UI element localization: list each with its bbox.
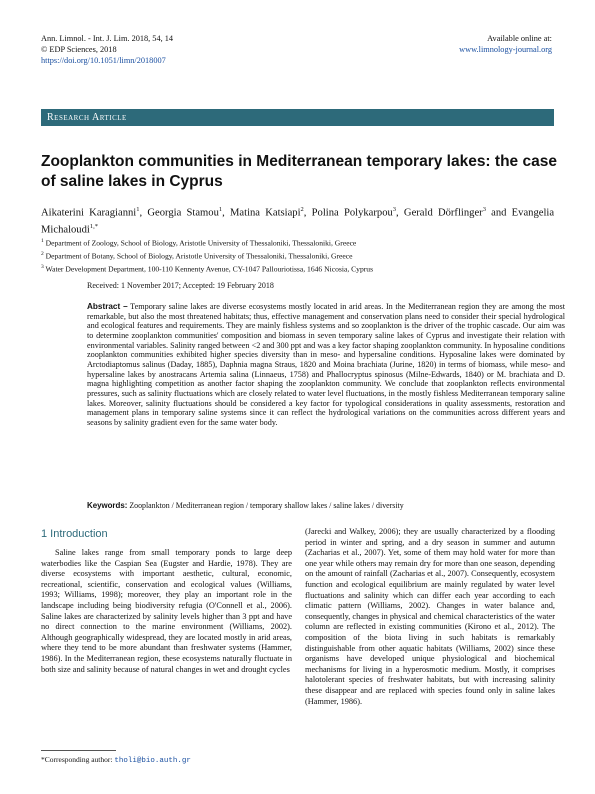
author-name: Georgia Stamou [147, 207, 219, 219]
corresponding-author-footnote [41, 755, 191, 765]
footnote-divider [41, 750, 116, 751]
section-heading: 1 Introduction [41, 528, 108, 540]
author-affiliation-mark: 1 [218, 206, 223, 213]
abstract [87, 302, 565, 428]
author-affiliation-mark: 1 [136, 206, 140, 213]
author-name: Polina Polykarpou [311, 207, 393, 219]
author-affiliation-mark: 1,* [89, 223, 98, 231]
affiliations [41, 236, 554, 274]
affiliation-item: $^3$ Water Development Department, 100-110 Kennenty Avenue, CY-1047 Pallouriotissa, 1646 Nicosia, Cyprus [41, 263, 374, 274]
author-name: Matina Katsiapi [230, 207, 301, 219]
intro-column-right [305, 527, 555, 707]
affiliation-number: 3 [41, 263, 44, 270]
journal-citation: Ann. Limnol. - Int. J. Lim. 2018, 54, 14 [41, 34, 174, 43]
affiliation-item: $^1$ Department of Zoology, School of Biology, Aristotle University of Thessaloniki, Thessaloniki, Greece [41, 238, 357, 248]
journal-header [41, 33, 173, 66]
article-dates: Received: 1 November 2017; Accepted: 19 February 2018 [87, 281, 274, 290]
article-type-banner [41, 109, 554, 126]
intro-paragraph: Saline lakes range from small temporary ponds to large deep waterbodies like the Caspian Sea (Eugster and Hardie, 1978). They are diverse ecosystems with important aesthetic, cultural, economic, recreational, scientific, conservation and ecological values (Williams, 1993; Williams, 1998); moreover, they play an important role in the landscape including being biodiversity refugia (O'Connell et al., 2006). Saline lakes are characterized by salinity levels higher than 3 ppt and have no direct connection to the marine environment (Williams, 2002). Although geographically widespread, they are located mostly in arid areas, where they tend to be more abundant than freshwater systems (Hammer, 1986). In the Mediterranean region, these ecosystems naturally fluctuate in both size and salinity because of natural changes in wet and drought cycles [41, 548, 292, 674]
keywords-label: Keywords: [87, 501, 128, 510]
author-affiliation-mark: 3 [392, 206, 397, 213]
intro-column-left [41, 548, 292, 675]
available-label: Available online at: [487, 34, 552, 43]
journal-site-link[interactable]: www.limnology-journal.org [459, 45, 552, 54]
keywords [87, 501, 565, 510]
author-name: Aikaterini Karagianni [41, 207, 137, 219]
author-affiliation-mark: 3 [482, 206, 486, 213]
copyright: © EDP Sciences, 2018 [41, 45, 117, 54]
author-affiliation-mark: 2 [300, 206, 304, 213]
author-name: Gerald Dörflinger [403, 207, 483, 219]
availability-header [459, 33, 552, 55]
article-type-label: Research Article [47, 112, 127, 123]
affiliation-number: 2 [41, 250, 44, 257]
abstract-label: Abstract – [87, 302, 128, 311]
article-title: Zooplankton communities in Mediterranean temporary lakes: the case of saline lakes in Cyprus [41, 153, 557, 190]
author-list: Aikaterini Karagianni$^1$, Georgia Stamou$^1$, Matina Katsiapi$^2$, Polina Polykarpou$^3$, Gerald Dörflinger$^3$ and Evangelia Michaloudi$^{1,*}$ [41, 206, 555, 236]
author-name: Evangelia Michaloudi [41, 207, 555, 236]
intro-paragraph-continued: (Jarecki and Walkey, 2006); they are usually characterized by a flooding period in winter and spring, and a dry season in summer and autumn (Zacharias et al., 2007). Yet, some of them may hold water for more than one year while others may remain dry for more than one season, depending on the amount of rainfall (Zacharias et al., 2007). Consequently, ecosystem function and ecological equilibrium are mainly regulated by water level fluctuations and salinity which can differ each year according to each climatic pattern (Williams, 2002). Changes in water balance and, consequently, changes in physical and chemical characteristics of the water column are reflected in existing communities (Kirono et al., 2012). The composition of the biota living in such habitats is remarkably distinguishable from other aquatic habitats (Williams, 2002) since these organisms have developed unique physiological and biochemical mechanisms for living in a hyperosmotic medium. Mostly, it comprises halotolerant species of freshwater habitats, but with increasing salinity these disappear and are replaced with species found only in saline lakes (Hammer, 1986). [305, 527, 555, 706]
footnote-label: *Corresponding author: [41, 755, 115, 764]
affiliation-item: $^2$ Department of Botany, School of Biology, Aristotle University of Thessaloniki, Thessaloniki, Greece [41, 250, 353, 261]
author-email-link[interactable]: tholi@bio.auth.gr [114, 757, 191, 765]
doi-link[interactable]: https://doi.org/10.1051/limn/2018007 [41, 56, 166, 65]
abstract-text: Temporary saline lakes are diverse ecosystems mostly located in arid areas. In the Mediterranean region they are among the most remarkable, but also the most threatened habitats; thus, effective management and conservation plans need to consider their special hydrological and ecological features and requirements. They are mainly fishless systems and so zooplankton is the driver of the trophic cascade. Our aim was to determine zooplankton communities' composition and biomass in seven temporary saline lakes of Cyprus and investigate their relation with environmental variables. Salinity ranged between <2 and 300 ppt and was a key factor shaping zooplankton community. In hyposaline conditions zooplankton communities exhibited higher species diversity than in meso- and hypersaline conditions. Hyposaline lakes were dominated by Arctodiaptomus salinus (Daday, 1885), Daphnia magna Straus, 1820 and Moina brachiata (Jurine, 1820) in terms of biomass, while meso- and hypersaline lakes by anostracans Artemia salina (Linnaeus, 1758) and Phallocryptus spinosus (Milne-Edwards, 1840) or M. brachiata and D. magna highlighting competition as another factor shaping the zooplankton community. We conclude that zooplankton reflects environmental pressures, such as salinity fluctuations which are closely related to water level fluctuations, in the mostly fishless Mediterranean temporary saline lakes. Moreover, salinity fluctuations should be considered a key factor for typological considerations in quality assessments, restoration and management plans in temporary saline systems since it can reflect the hydrological variations on the communities across different years and seasons by salinity gradient even for the same water body. [87, 302, 565, 427]
affiliation-number: 1 [41, 238, 44, 244]
keywords-text: Zooplankton / Mediterranean region / temporary shallow lakes / saline lakes / diversity [129, 501, 404, 510]
